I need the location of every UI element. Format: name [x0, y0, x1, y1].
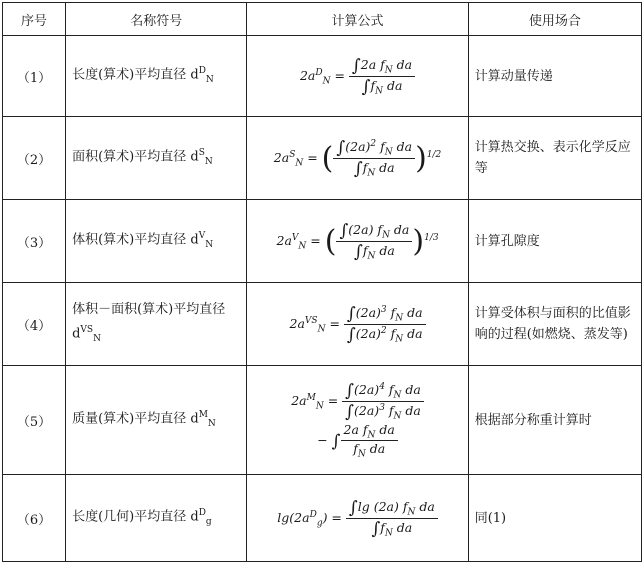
row-use: 计算动量传递: [468, 36, 641, 117]
header-row: [3, 3, 642, 36]
row-no: （5）: [3, 366, 66, 475]
formula-1: $2a^D_N$ = $\frac{\int 2a f_N da}{\int f_N da}$: [247, 36, 468, 117]
table-row: [3, 36, 642, 117]
formula-5: $2a^M_N$ = $\frac{\int(2a)^4 f_N da}{\int(2a)^3 f_N da}$ − ∫ $\frac{2a f_N da}{f_N da}$: [247, 366, 468, 475]
row-no: （6）: [3, 475, 66, 562]
table-row: [3, 475, 642, 562]
row-name: 体积－面积(算术)平均直径 $d^{VS}_N$: [66, 283, 247, 366]
row-use: 计算受体积与面积的比值影响的过程(如燃烧、蒸发等): [468, 283, 641, 366]
table-row: [3, 283, 642, 366]
header-use: 使用场合: [468, 3, 641, 36]
row-no: （4）: [3, 283, 66, 366]
row-name: 长度(几何)平均直径 $d^D_g$: [66, 475, 247, 562]
formula-2: $2a^S_N$ = ( $\frac{\int(2a)^2 f_N da}{\int f_N da}$ )$^{1/2}$: [247, 117, 468, 200]
row-use: 根据部分称重计算时: [468, 366, 641, 475]
row-no: （2）: [3, 117, 66, 200]
table-row: [3, 366, 642, 475]
header-no: 序号: [3, 3, 66, 36]
formula-6: $\lg(2a^D_g)$ = $\frac{\int\lg (2a) f_N da}{\int f_N da}$: [247, 475, 468, 562]
row-no: （1）: [3, 36, 66, 117]
row-name: 长度(算术)平均直径 $d^D_N$: [66, 36, 247, 117]
row-name: 面积(算术)平均直径 $d^S_N$: [66, 117, 247, 200]
row-name: 质量(算术)平均直径 $d^M_N$: [66, 366, 247, 475]
table-row: [3, 117, 642, 200]
header-name: 名称符号: [66, 3, 247, 36]
header-formula: 计算公式: [247, 3, 468, 36]
diameter-table: [2, 2, 642, 562]
formula-3: $2a^V_N$ = ( $\frac{\int(2a) f_N da}{\int f_N da}$ )$^{1/3}$: [247, 200, 468, 283]
row-name: 体积(算术)平均直径 $d^V_N$: [66, 200, 247, 283]
formula-4: $2a^{VS}_N$ = $\frac{\int(2a)^3 f_N da}{\int(2a)^2 f_N da}$: [247, 283, 468, 366]
table-row: [3, 200, 642, 283]
row-use: 同(1): [468, 475, 641, 562]
row-use: 计算孔隙度: [468, 200, 641, 283]
row-use: 计算热交换、表示化学反应等: [468, 117, 641, 200]
row-no: （3）: [3, 200, 66, 283]
